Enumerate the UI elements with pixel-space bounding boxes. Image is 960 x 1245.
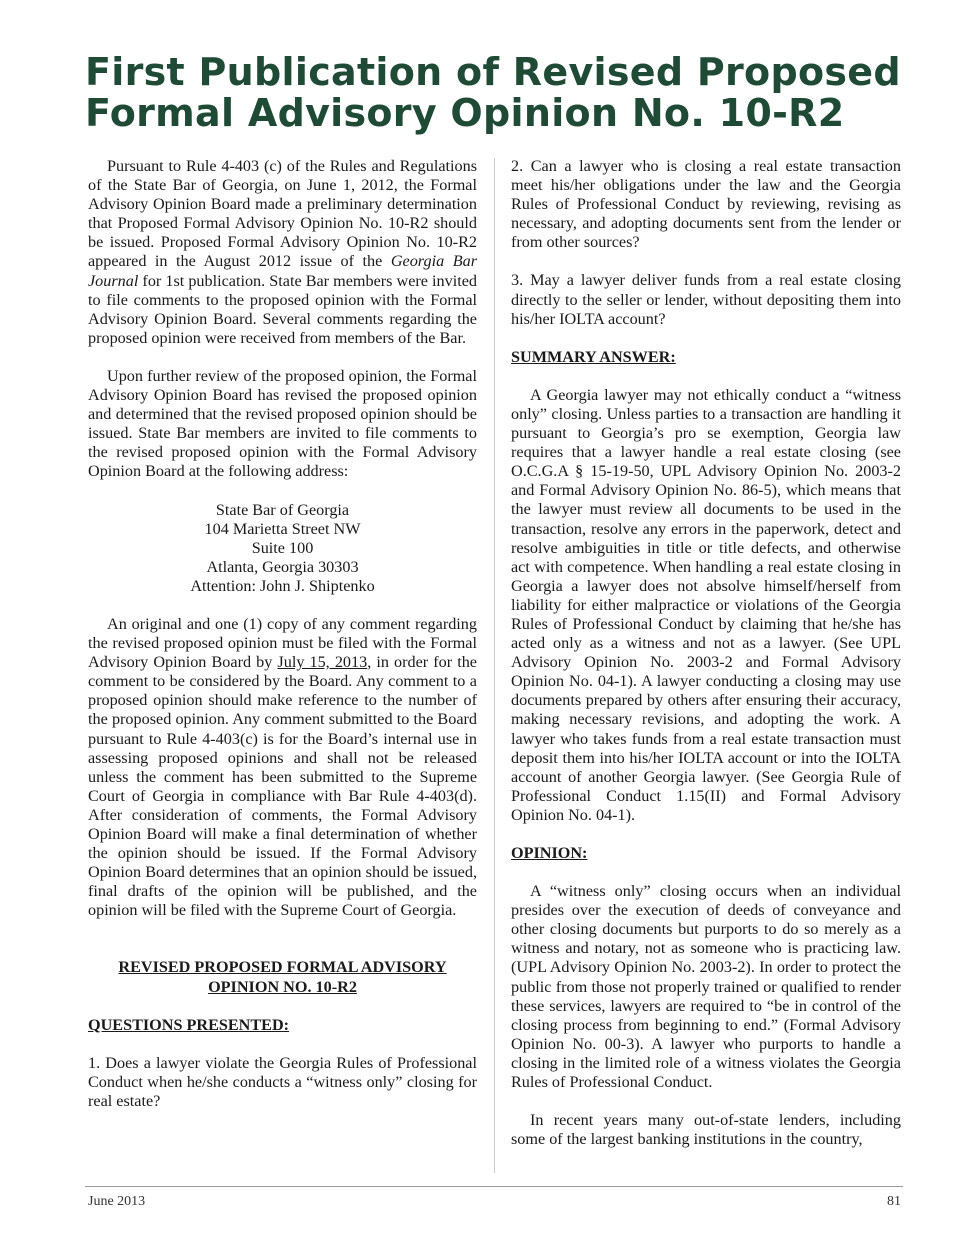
- opinion-section-heading: OPINION:: [511, 844, 588, 862]
- address-line: Attention: John J. Shiptenko: [190, 576, 375, 595]
- opinion-paragraph-2: In recent years many out-of-state lenders, including some of the largest banking institutions in the country,: [511, 1111, 901, 1149]
- opinion-heading: [88, 958, 477, 996]
- opinion-heading-line-1: REVISED PROPOSED FORMAL ADVISORY: [118, 958, 447, 977]
- question-3: 3. May a lawyer deliver funds from a real estate closing directly to the seller or lender, without depositing them into his/her IOLTA account?: [511, 271, 901, 328]
- intro-text-b: for 1st publication. State Bar members were invited to file comments to the proposed opinion with the Formal Advisory Opinion Board. Several comments regarding the proposed opinion were received from members of the Bar.: [88, 271, 477, 347]
- right-column: [511, 157, 901, 1168]
- left-column: [88, 157, 477, 1130]
- journal-name: Georgia Bar Journal: [88, 252, 477, 290]
- question-2: 2. Can a lawyer who is closing a real estate transaction meet his/her obligations under the law and the Georgia Rules of Professional Conduct by reviewing, revising as necessary, and adopting documents sent from the lender or from other sources?: [511, 157, 901, 252]
- address-line: Atlanta, Georgia 30303: [206, 557, 359, 576]
- deadline-date: July 15, 2013: [277, 653, 368, 672]
- review-paragraph: Upon further review of the proposed opinion, the Formal Advisory Opinion Board has revised the proposed opinion and determined that the revised proposed opinion should be issued. State Bar members are invited to file comments to the revised proposed opinion with the Formal Advisory Opinion Board at the following address:: [88, 366, 477, 481]
- address-line: 104 Marietta Street NW: [204, 519, 361, 538]
- footer-rule: [85, 1186, 903, 1187]
- opinion-heading-line-2: OPINION NO. 10-R2: [208, 977, 357, 996]
- address-line: Suite 100: [251, 538, 314, 557]
- issue-date: June 2013: [88, 1194, 146, 1209]
- intro-paragraph: [88, 157, 477, 348]
- question-1: 1. Does a lawyer violate the Georgia Rules of Professional Conduct when he/she conducts a “witness only” closing for real estate?: [88, 1053, 477, 1110]
- summary-paragraph: A Georgia lawyer may not ethically conduct a “witness only” closing. Unless parties to a transaction are handling it pursuant to Georgia’s pro se exemption, Georgia law requires that a lawyer handle a real estate closing (see O.C.G.A § 15-19-50, UPL Advisory Opinion No. 2003-2 and Formal Advisory Opinion No. 86-5), which means that the lawyer must review all documents to be used in the transaction, resolve any errors in the paperwork, detect and resolve ambiguities in title or title defects, and otherwise act with competence. When handling a real estate closing in Georgia a lawyer does not absolve himself/herself from liability for either malpractice or violations of the Georgia Rules of Professional Conduct by claiming that he/she has acted only as a witness and not as a lawyer. (See UPL Advisory Opinion No. 2003-2 and Formal Advisory Opinion No. 04-1). A lawyer conducting a closing may use documents prepared by others after ensuring their accuracy, making necessary revisions, and adopting the work. A lawyer who takes funds from a real estate transaction must deposit them into his/her IOLTA account or into the IOLTA account of another Georgia lawyer. (See Georgia Rule of Professional Conduct 1.15(II) and Formal Advisory Opinion No. 04-1).: [511, 385, 901, 824]
- title-line-2: Formal Advisory Opinion No. 10-R2: [85, 91, 845, 135]
- opinion-paragraph-1: A “witness only” closing occurs when an individual presides over the execution of deeds of conveyance and other closing documents but purports to do so merely as a witness and notary, not as someone who is practicing law. (UPL Advisory Opinion No. 2003-2). In order to protect the public from those not properly trained or qualified to render these services, lawyers are required to “be in control of the closing process from beginning to end.” (Formal Advisory Opinion No. 00-3). A lawyer who purports to handle a closing in the limited role of a witness violates the Georgia Rules of Professional Conduct.: [511, 882, 901, 1092]
- intro-text-a: Pursuant to Rule 4-403 (c) of the Rules and Regulations of the State Bar of Georgia, on June 1, 2012, the Formal Advisory Opinion Board made a preliminary determination that Proposed Formal Advisory Opinion No. 10-R2 should be issued. Proposed Formal Advisory Opinion No. 10-R2 appeared in the August 2012 issue of the: [88, 157, 477, 271]
- summary-heading: SUMMARY ANSWER:: [511, 347, 676, 366]
- deadline-text-a: An original and one (1) copy of any comment regarding the revised proposed opinion must be filed with the Formal Advisory Opinion Board by: [88, 614, 477, 672]
- column-divider: [494, 158, 495, 1173]
- article-title: [85, 52, 905, 134]
- deadline-text-b: , in order for the comment to be considered by the Board. Any comment to a proposed opinion should make reference to the number of the proposed opinion. Any comment submitted to the Board pursuant to Rule 4-403(c) is for the Board’s internal use in assessing proposed opinions and shall not be released unless the comment has been submitted to the Supreme Court of Georgia in compliance with Bar Rule 4-403(d). After consideration of comments, the Formal Advisory Opinion Board will make a final determination of whether the opinion should be issued. If the Formal Advisory Opinion Board determines that an opinion should be issued, final drafts of the opinion will be published, and the opinion will be filed with the Supreme Court of Georgia.: [88, 653, 477, 920]
- address-line: State Bar of Georgia: [215, 500, 350, 519]
- page-number: 81: [887, 1194, 901, 1209]
- questions-heading: QUESTIONS PRESENTED:: [88, 1015, 290, 1034]
- comment-deadline-paragraph: [88, 615, 477, 921]
- mailing-address: [88, 501, 477, 596]
- title-line-1: First Publication of Revised Proposed: [85, 50, 901, 94]
